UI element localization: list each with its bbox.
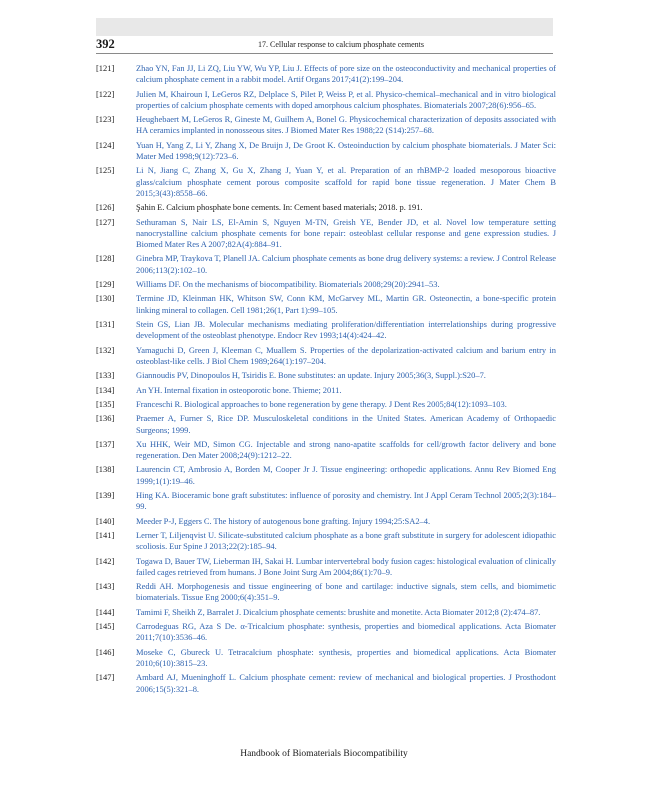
reference-link[interactable]: Praemer A, Furner S, Rice DP. Musculoskeletal conditions in the United States. American Academy of Orthopaedic Surgeons; 1999.: [136, 413, 556, 435]
reference-item: [96, 63, 556, 85]
reference-item: [96, 672, 556, 694]
reference-item: [96, 319, 556, 341]
reference-item: [96, 439, 556, 461]
footer-book-title: Handbook of Biomaterials Biocompatibility: [240, 749, 408, 759]
reference-link[interactable]: Laurencin CT, Ambrosio A, Borden M, Cooper Jr J. Tissue engineering: orthopedic applications. Annu Rev Biomed Eng 1999;1(1):19–46.: [136, 464, 556, 486]
reference-link[interactable]: Moseke C, Gbureck U. Tetracalcium phosphate: synthesis, properties and biomedical applications. Acta Biomater 2010;6(10):3815–23.: [136, 646, 556, 669]
reference-link[interactable]: Zhao YN, Fan JJ, Li ZQ, Liu YW, Wu YP, Liu J. Effects of pore size on the osteoconductivity and mechanical properties of calcium phosphate cement in a rabbit model. Artif Organs 2017;41(2):199–204.: [136, 63, 556, 85]
running-title: 17. Cellular response to calcium phosphate cements: [258, 40, 424, 49]
reference-link[interactable]: Franceschi R. Biological approaches to bone regeneration by gene therapy. J Dent Res 2005;84(12):1093–103.: [136, 398, 507, 409]
reference-number: [134]: [96, 384, 115, 395]
reference-number: [144]: [96, 606, 115, 617]
reference-number: [130]: [96, 293, 115, 304]
reference-item: [96, 607, 556, 618]
reference-item: [96, 293, 556, 315]
reference-item: [96, 556, 556, 578]
reference-number: [122]: [96, 88, 115, 99]
reference-number: [126]: [96, 202, 115, 213]
reference-item: [96, 413, 556, 435]
reference-link[interactable]: Yuan H, Yang Z, Li Y, Zhang X, De Bruijn J, De Groot K. Osteoinduction by calcium phosphate biomaterials. J Mater Sci: Mater Med 1998;9(12):723–6.: [136, 139, 556, 161]
reference-item: [96, 490, 556, 512]
page-number: 392: [96, 37, 115, 51]
reference-link[interactable]: Tamimi F, Sheikh Z, Barralet J. Dicalcium phosphate cements: brushite and monetite. Acta Biomater 2012;8 (2):474–87.: [136, 606, 541, 617]
reference-item: [96, 253, 556, 275]
reference-list: [96, 63, 556, 698]
reference-link[interactable]: Sethuraman S, Nair LS, El-Amin S, Nguyen M-TN, Greish YE, Bender JD, et al. Novel low temperature setting nanocrystalline calcium phosphate cements for bone repair: osteoblast cellular response and gene expression studies. J Biomed Mater Res A 2007;82A(4):884–91.: [136, 216, 556, 249]
reference-item: [96, 647, 556, 669]
reference-number: [132]: [96, 344, 115, 355]
reference-link[interactable]: Williams DF. On the mechanisms of biocompatibility. Biomaterials 2008;29(20):2941–53.: [136, 278, 440, 289]
reference-link[interactable]: Reddi AH. Morphogenesis and tissue engineering of bone and cartilage: inductive signals, stem cells, and biomimetic biomaterials. Tissue Eng 2000;6(4):351–9.: [136, 581, 556, 603]
reference-item: [96, 202, 556, 213]
reference-link[interactable]: Ambard AJ, Mueninghoff L. Calcium phosphate cement: review of mechanical and biological properties. J Prosthodont 2006;15(5):321–8.: [136, 672, 556, 694]
reference-number: [138]: [96, 464, 115, 475]
reference-number: [127]: [96, 216, 115, 227]
reference-link[interactable]: Lerner T, Liljenqvist U. Silicate-substituted calcium phosphate as a bone graft substitute in surgery for adolescent idiopathic scoliosis. Eur Spine J 2013;22(2):185–94.: [136, 530, 556, 552]
reference-item: [96, 621, 556, 643]
reference-item: [96, 530, 556, 552]
reference-number: [141]: [96, 530, 115, 541]
header-divider: [96, 53, 553, 54]
reference-item: [96, 464, 556, 486]
reference-number: [136]: [96, 413, 115, 424]
reference-number: [133]: [96, 370, 115, 381]
reference-number: [143]: [96, 581, 115, 592]
reference-number: [147]: [96, 672, 115, 683]
reference-item: [96, 399, 556, 410]
reference-link[interactable]: Giannoudis PV, Dinopoulos H, Tsiridis E. Bone substitutes: an update. Injury 2005;36(3, Suppl.):S20–7.: [136, 370, 486, 381]
reference-link[interactable]: Yamaguchi D, Green J, Kleeman C, Muallem S. Properties of the depolarization-activated calcium and barium entry in osteoblast-like cells. J Biol Chem 1989;264(1):197–204.: [136, 344, 556, 366]
reference-link[interactable]: Togawa D, Bauer TW, Lieberman IH, Sakai H. Lumbar intervertebral body fusion cages: histological evaluation of clinically failed cages retrieved from humans. J Bone Joint Surg Am 2004;86(1):70–9.: [136, 555, 556, 577]
reference-number: [121]: [96, 63, 115, 73]
reference-link[interactable]: Meeder P-J, Eggers C. The history of autogenous bone grafting. Injury 1994;25:SA2–4.: [136, 515, 431, 526]
reference-number: [146]: [96, 646, 115, 657]
reference-link[interactable]: Julien M, Khairoun I, LeGeros RZ, Delplace S, Pilet P, Weiss P, et al. Physico-chemical–mechanical and in vitro biological properties of calcium phosphate cements with doped amorphous calcium phosphates. Biomaterials 2007;28(6):956–65.: [136, 88, 556, 110]
reference-link[interactable]: Hing KA. Bioceramic bone graft substitutes: influence of porosity and chemistry. Int J Appl Ceram Technol 2005;2(3):184–99.: [136, 490, 556, 512]
reference-number: [128]: [96, 253, 115, 264]
reference-link[interactable]: Carrodeguas RG, Aza S De. α-Tricalcium phosphate: synthesis, properties and biomedical applications. Acta Biomater 2011;7(10):3536–46.: [136, 621, 556, 643]
reference-number: [125]: [96, 165, 115, 176]
reference-item: [96, 581, 556, 603]
reference-number: [135]: [96, 398, 115, 409]
reference-item: [96, 279, 556, 290]
reference-text: Şahin E. Calcium phosphate bone cements. In: Cement based materials; 2018. p. 191.: [136, 202, 423, 213]
reference-number: [124]: [96, 139, 115, 150]
header-band: [96, 18, 553, 36]
reference-number: [139]: [96, 490, 115, 501]
reference-number: [131]: [96, 318, 115, 329]
reference-link[interactable]: Termine JD, Kleinman HK, Whitson SW, Conn KM, McGarvey ML, Martin GR. Osteonectin, a bone-specific protein linking mineral to collagen. Cell 1981;26(1, Part 1):99–105.: [136, 293, 556, 315]
reference-number: [142]: [96, 555, 115, 566]
reference-item: [96, 89, 556, 111]
reference-link[interactable]: Ginebra MP, Traykova T, Planell JA. Calcium phosphate cements as bone drug delivery systems: a review. J Control Release 2006;113(2):102–10.: [136, 253, 556, 275]
reference-item: [96, 114, 556, 136]
reference-item: [96, 165, 556, 199]
reference-number: [140]: [96, 515, 115, 526]
reference-link[interactable]: Xu HHK, Weir MD, Simon CG. Injectable and strong nano-apatite scaffolds for cell/growth factor delivery and bone regeneration. Den Mater 2008;24(9):1212–22.: [136, 438, 556, 461]
reference-number: [145]: [96, 621, 115, 632]
reference-item: [96, 140, 556, 162]
reference-number: [137]: [96, 438, 115, 449]
reference-number: [129]: [96, 278, 115, 289]
reference-link[interactable]: Stein GS, Lian JB. Molecular mechanisms mediating proliferation/differentiation interrelationships during progressive development of the osteoblast phenotype. Endocr Rev 1993;14(4):424–42.: [136, 318, 556, 341]
reference-item: [96, 345, 556, 367]
reference-item: [96, 370, 556, 381]
reference-item: [96, 385, 556, 396]
reference-link[interactable]: An YH. Internal fixation in osteoporotic bone. Thieme; 2011.: [136, 384, 342, 395]
reference-number: [123]: [96, 114, 115, 125]
reference-item: [96, 217, 556, 251]
reference-item: [96, 516, 556, 527]
reference-link[interactable]: Li N, Jiang C, Zhang X, Gu X, Zhang J, Yuan Y, et al. Preparation of an rhBMP-2 loaded mesoporous bioactive glass/calcium phosphate cement porous composite scaffold for rapid bone tissue regeneration. J Mater Chem B 2015;3(43):8558–66.: [136, 165, 556, 198]
reference-link[interactable]: Heughebaert M, LeGeros R, Gineste M, Guilhem A, Bonel G. Physicochemical characterization of deposits associated with HA ceramics implanted in nonosseous sites. J Biomed Mater Res 1988;22 (S14):257–68.: [136, 114, 556, 136]
